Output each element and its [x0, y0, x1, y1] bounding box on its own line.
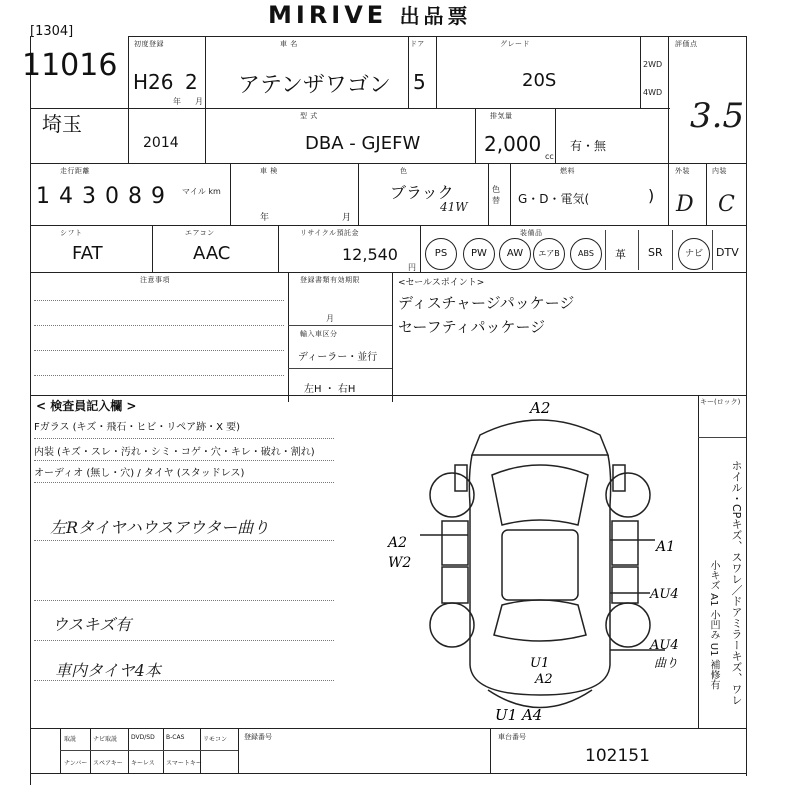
lot-number: 11016 [22, 48, 118, 83]
dealer-type: ディーラー・並行 [298, 352, 378, 363]
mark-right-1: A1 [656, 539, 676, 555]
label-notes: 注意事項 [140, 276, 170, 284]
label-color: 色 [400, 167, 408, 175]
mark-rear-2: A2 [535, 672, 553, 687]
drive-2wd: 2WD [643, 60, 663, 69]
equip-dtv: DTV [716, 246, 739, 259]
label-exterior: 外装 [675, 167, 690, 175]
mark-right-3: AU4 [650, 638, 679, 653]
mileage: 143089 [36, 184, 174, 209]
brand-title [268, 0, 472, 29]
inspection-note-2: ウスキズ有 [52, 615, 132, 634]
displacement: 2,000 [484, 132, 542, 156]
wheel-rear-left [430, 603, 474, 647]
label-inspection: 車 検 [260, 167, 278, 175]
equip-ps: PS [425, 238, 457, 270]
inspection-line-3: オーディオ (無し・穴) / タイヤ (スタッドレス) [34, 468, 245, 479]
label-displacement: 排気量 [490, 112, 513, 120]
car-damage-diagram [380, 395, 698, 728]
label-interior: 内装 [712, 167, 727, 175]
dealer-month: 月 [326, 314, 334, 323]
doors: 5 [413, 70, 426, 94]
mark-left-1: A2 [388, 535, 408, 551]
car-name: アテンザワゴン [238, 73, 391, 98]
mark-left-2: W2 [388, 555, 412, 571]
label-aircon: エアコン [185, 229, 215, 237]
sales-point-2: セーフティパッケージ [398, 318, 546, 336]
cc-unit: cc [545, 152, 554, 161]
shift: FAT [72, 243, 103, 264]
inspection-year-unit: 年 [260, 213, 270, 223]
bottom-remote: リモコン [203, 736, 228, 743]
label-import: 輸入車区分 [300, 330, 338, 338]
label-doors: ドア [410, 40, 425, 48]
inspection-note-3: 車内タイヤ4本 [55, 661, 161, 680]
car-windshield [492, 465, 588, 525]
bottom-number: ナンバー [64, 760, 88, 767]
western-year: 2014 [143, 135, 179, 151]
equip-airbag: エアB [533, 238, 565, 270]
chassis-label: 車台番号 [498, 733, 526, 741]
label-model: 型 式 [300, 112, 318, 120]
label-score: 評価点 [675, 40, 698, 48]
recycle: 12,540 [342, 245, 398, 264]
label-mileage: 走行距離 [60, 167, 90, 175]
door-right-rear [612, 567, 638, 603]
exterior-score: D [676, 192, 694, 217]
bottom-spare-key: スペアキー [93, 760, 123, 767]
bottom-dvd: DVD/SD [131, 734, 155, 741]
equip-sunroof: SR [648, 246, 663, 259]
year-unit: 年 [173, 97, 181, 106]
era-year: H26 [133, 70, 174, 94]
door-left-rear [442, 567, 468, 603]
color-change-label: 色替 [492, 185, 500, 205]
interior-score: C [718, 192, 735, 217]
bottom-bcas: B-CAS [166, 734, 185, 741]
label-car-name: 車 名 [280, 40, 298, 48]
label-first-reg: 初度登録 [134, 40, 164, 48]
recycle-unit: 円 [408, 263, 416, 272]
equip-navi: ナビ [678, 238, 710, 270]
brand-name: MIRIVE [268, 1, 388, 29]
bottom-navi-manual: ナビ取説 [93, 736, 118, 743]
mark-rear-3: U1 A4 [495, 706, 543, 724]
key-label: キー(ロック) [700, 398, 741, 406]
region: 埼玉 [42, 112, 82, 136]
model-code: DBA - GJEFW [305, 133, 421, 154]
lot-prefix: [1304] [30, 24, 74, 39]
score-value: 3.5 [690, 96, 745, 136]
inspection-month-unit: 月 [342, 213, 352, 223]
drive-4wd: 4WD [643, 88, 663, 97]
car-roof [502, 530, 578, 600]
damage-lines-left [420, 535, 665, 650]
legend-vertical: ホイル・CPキズ、スワレ／ドアミラーキズ、ワレ [730, 460, 743, 706]
fuel: G・D・電気( [518, 192, 590, 206]
aircon: AAC [193, 243, 231, 264]
equip-pw: PW [463, 238, 495, 270]
inspection-line-1: Fガラス (キズ・飛石・ヒビ・リペア跡・X 要) [34, 422, 241, 433]
sheet-title: 出品票 [399, 4, 472, 28]
bottom-keyless: キーレス [131, 760, 155, 767]
car-rear-window [494, 600, 586, 641]
label-shift: シフト [60, 229, 83, 237]
grade: 20S [522, 70, 557, 91]
label-fuel: 燃料 [560, 167, 575, 175]
mark-right-3b: 曲り [654, 656, 679, 670]
mark-right-2: AU4 [650, 587, 679, 602]
first-reg-month: 2 [185, 70, 198, 94]
mark-front: A2 [530, 399, 551, 417]
equip-abs: ABS [570, 238, 602, 270]
color: ブラック [390, 183, 454, 202]
label-equipment: 装備品 [520, 229, 543, 237]
chassis-number: 102151 [585, 746, 650, 766]
mark-rear-1: U1 [530, 656, 550, 671]
legend-vertical-2: 小キズ A1 小凹み U1 補修有 [708, 560, 719, 690]
turbo: 有・無 [570, 139, 607, 153]
color-code: 41W [440, 200, 468, 214]
handle-side: 左H ・ 右H [304, 384, 356, 395]
door-right-front [612, 521, 638, 565]
sales-points-label: <セールスポイント> [398, 278, 485, 288]
equip-aw: AW [499, 238, 531, 270]
bottom-smart-key: スマートキー [166, 760, 202, 767]
label-recycle: リサイクル預託金 [300, 229, 360, 237]
month-unit: 月 [195, 97, 203, 106]
bottom-manual: 取説 [64, 736, 77, 743]
inspection-title: < 検査員記入欄 > [36, 399, 137, 413]
car-front-bumper [472, 420, 608, 455]
bottom-registration-label: 登録番号 [244, 733, 272, 741]
inspection-line-2: 内装 (キズ・スレ・汚れ・シミ・コゲ・穴・キレ・破れ・割れ) [34, 447, 315, 458]
mileage-unit: マイル km [182, 187, 221, 196]
sales-point-1: ディスチャージパッケージ [398, 294, 575, 312]
fuel-close: ) [648, 186, 655, 205]
wheel-rear-right [606, 603, 650, 647]
equip-leather: 革 [615, 248, 626, 261]
door-left-front [442, 521, 468, 565]
inspection-note-1: 左Rタイヤハウスアウター曲り [50, 518, 270, 537]
label-registration-expiry: 登録書類有効期限 [300, 276, 360, 284]
label-grade: グレード [500, 40, 530, 48]
